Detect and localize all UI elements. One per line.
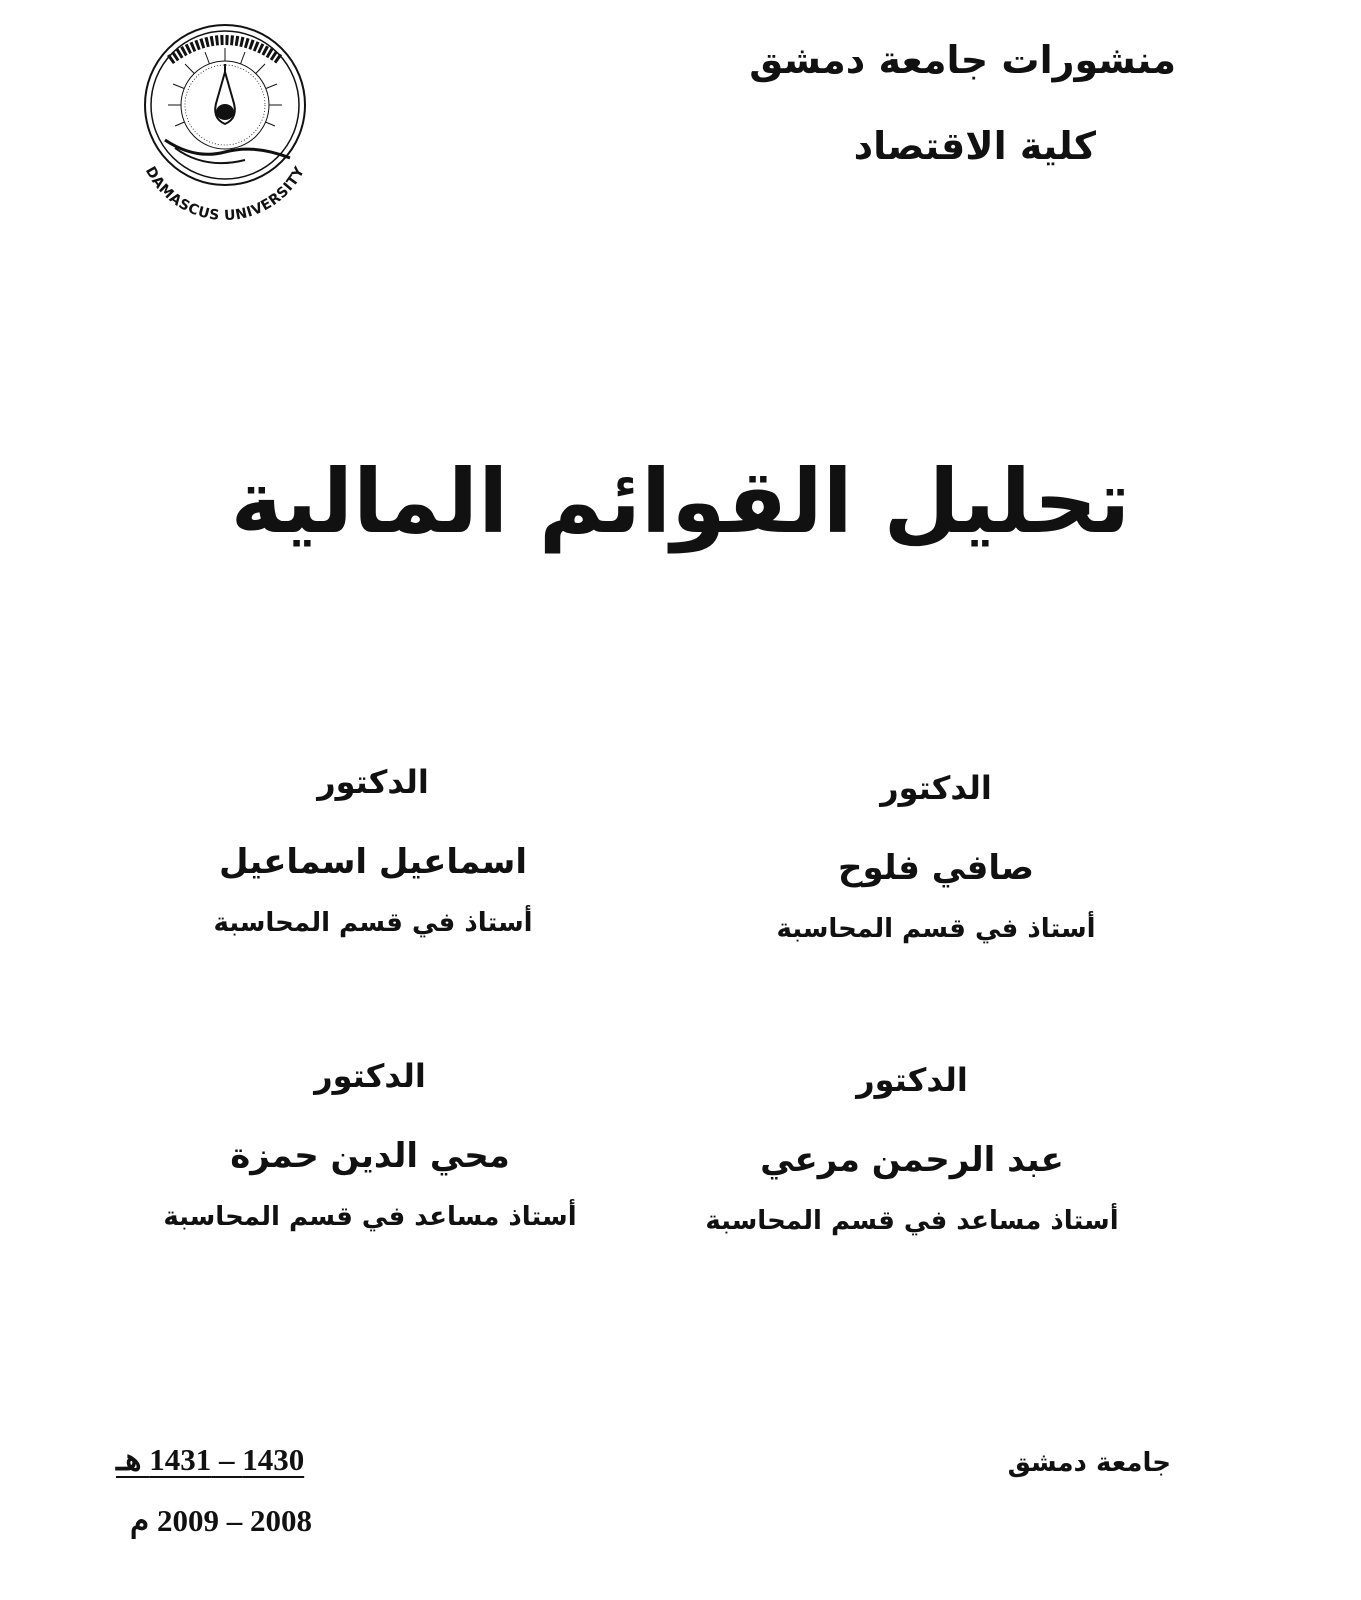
seal-english-text: DAMASCUS UNIVERSITY <box>141 163 309 220</box>
author-block <box>652 1060 1172 1238</box>
book-title: تحليل القوائم المالية <box>230 450 1131 553</box>
author-name: محي الدين حمزة <box>230 1136 510 1176</box>
svg-text:DAMASCUS UNIVERSITY <box>142 164 308 220</box>
author-rank: أستاذ مساعد في قسم المحاسبة <box>705 1206 1119 1236</box>
author-name: صافي فلوح <box>837 848 1035 888</box>
author-honorific: الدكتور <box>314 1057 426 1095</box>
damascus-university-seal-icon <box>125 20 325 220</box>
author-block <box>676 768 1196 946</box>
author-honorific: الدكتور <box>856 1061 968 1099</box>
footer-gregorian-years: 2008 – 2009 م <box>130 1503 312 1538</box>
publisher-line: منشورات جامعة دمشق <box>749 38 1176 82</box>
footer-university: جامعة دمشق <box>1007 1448 1171 1478</box>
author-name: اسماعيل اسماعيل <box>218 842 528 882</box>
author-rank: أستاذ مساعد في قسم المحاسبة <box>163 1202 577 1232</box>
faculty-line: كلية الاقتصاد <box>853 124 1096 168</box>
author-rank: أستاذ في قسم المحاسبة <box>213 908 533 938</box>
author-name: عبد الرحمن مرعي <box>760 1140 1064 1180</box>
author-honorific: الدكتور <box>317 763 429 801</box>
author-rank: أستاذ في قسم المحاسبة <box>776 914 1096 944</box>
author-honorific: الدكتور <box>880 769 992 807</box>
author-block <box>113 762 633 940</box>
author-block <box>110 1056 630 1234</box>
footer-hijri-years: 1430 – 1431 هـ <box>116 1442 305 1477</box>
